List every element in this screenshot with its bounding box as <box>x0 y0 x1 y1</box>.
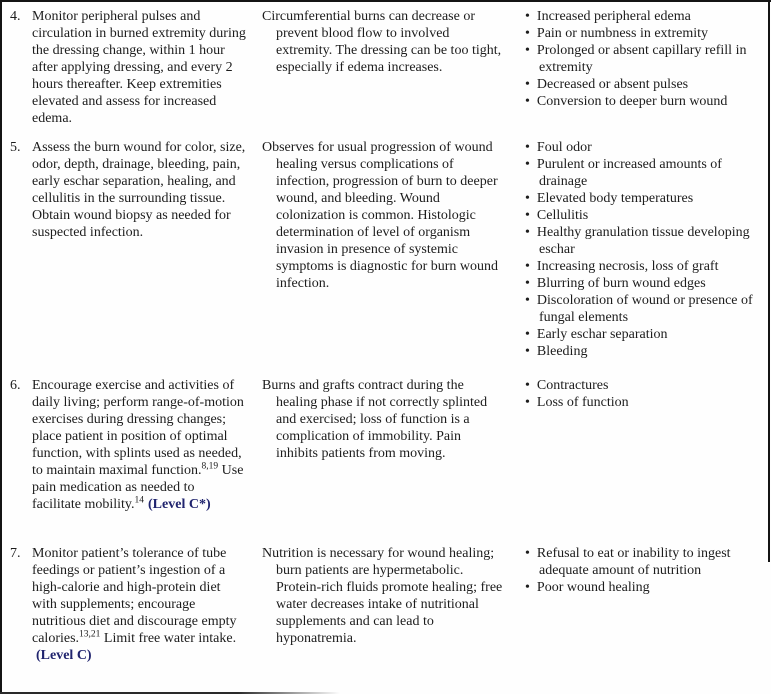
reportable-item: • Bleeding <box>525 343 767 360</box>
reportable-list <box>525 545 767 596</box>
table-border-top <box>0 0 771 2</box>
reportable-cell <box>510 377 771 411</box>
table-row <box>0 8 771 139</box>
step-text <box>32 545 252 664</box>
reportable-item: • Foul odor <box>525 139 767 156</box>
reportable-item: • Cellulitis <box>525 207 767 224</box>
step-number: 5. <box>10 140 21 155</box>
reportable-item: • Conversion to deeper burn wound <box>525 93 767 110</box>
table-row <box>0 377 771 545</box>
reportable-item: • Increased peripheral edema <box>525 8 767 25</box>
rationale-cell <box>252 8 510 76</box>
rationale-text: Burns and grafts contract during the healing phase if not correctly splinted and exercised; loss of function is a complication of immobility. Pain inhibits patients from moving. <box>262 378 488 461</box>
table-row <box>0 545 771 694</box>
step-text-segment: Limit free water intake. <box>100 631 237 646</box>
reference-superscript: 8,19 <box>201 461 219 472</box>
rationale-text: Circumferential burns can decrease or prevent blood flow to involved extremity. The dressing can be too tight, especially if edema increases. <box>262 9 502 75</box>
reportable-item: • Poor wound healing <box>525 579 767 596</box>
step-cell <box>0 545 252 664</box>
reportable-list <box>525 8 767 110</box>
step-number: 7. <box>10 546 21 561</box>
care-table <box>0 8 771 694</box>
step-text <box>32 377 252 513</box>
step-number: 4. <box>10 9 21 24</box>
reportable-item: • Decreased or absent pulses <box>525 76 767 93</box>
reportable-item: • Loss of function <box>525 394 767 411</box>
reportable-item: • Blurring of burn wound edges <box>525 275 767 292</box>
rationale-cell <box>252 545 510 647</box>
step-cell <box>0 139 252 241</box>
reportable-item: • Pain or numbness in extremity <box>525 25 767 42</box>
rationale-text: Observes for usual progression of wound healing versus complications of infection, progression of burn to deeper wound, and bleeding. Wound colonization is common. Histologic determination of level of organism invasion in presence of systemic symptoms is diagnostic for burn wound infection. <box>262 140 499 291</box>
reportable-cell <box>510 8 771 110</box>
step-text-segment: Encourage exercise and activities of daily living; perform range-of-motion exercises during dressing changes; place patient in position of optimal function, with splints used as needed, to maintain maximal function. <box>32 378 244 478</box>
reportable-item: • Discoloration of wound or presence of fungal elements <box>525 292 767 326</box>
reportable-item: • Increasing necrosis, loss of graft <box>525 258 767 275</box>
reportable-cell <box>510 139 771 360</box>
evidence-level-label: (Level C*) <box>148 497 211 512</box>
step-number: 6. <box>10 378 21 393</box>
reportable-list <box>525 377 767 411</box>
reportable-item: • Contractures <box>525 377 767 394</box>
step-cell <box>0 377 252 513</box>
reportable-item: • Healthy granulation tissue developing eschar <box>525 224 767 258</box>
step-cell <box>0 8 252 127</box>
rationale-cell <box>252 377 510 462</box>
reportable-item: • Prolonged or absent capillary refill in extremity <box>525 42 767 76</box>
reportable-list <box>525 139 767 360</box>
step-text-segment: Monitor patient’s tolerance of tube feedings or patient’s ingestion of a high-calorie and high-protein diet with supplements; encourage nutritious diet and discourage empty calories. <box>32 546 237 646</box>
reportable-item: • Refusal to eat or inability to ingest adequate amount of nutrition <box>525 545 767 579</box>
rationale-cell <box>252 139 510 292</box>
reportable-item: • Purulent or increased amounts of drainage <box>525 156 767 190</box>
reportable-item: • Early eschar separation <box>525 326 767 343</box>
reference-superscript: 13,21 <box>79 629 101 640</box>
rationale-text: Nutrition is necessary for wound healing; burn patients are hypermetabolic. Protein-rich fluids promote healing; free water decreases intake of nutritional supplements and can lead to hyponatremia. <box>262 546 503 646</box>
evidence-level-label: (Level C) <box>36 648 92 663</box>
table-row <box>0 139 771 377</box>
step-text-segment: Use pain medication as needed to facilitate mobility. <box>32 463 244 512</box>
step-text: Assess the burn wound for color, size, odor, depth, drainage, bleeding, pain, early eschar separation, healing, and cellulitis in the surrounding tissue. Obtain wound biopsy as needed for suspected infection. <box>32 140 246 240</box>
reportable-item: • Elevated body temperatures <box>525 190 767 207</box>
reportable-cell <box>510 545 771 596</box>
step-text: Monitor peripheral pulses and circulation in burned extremity during the dressing change, within 1 hour after applying dressing, and every 2 hours thereafter. Keep extremities elevated and assess for increased edema. <box>32 9 246 126</box>
reference-superscript: 14 <box>134 495 145 506</box>
